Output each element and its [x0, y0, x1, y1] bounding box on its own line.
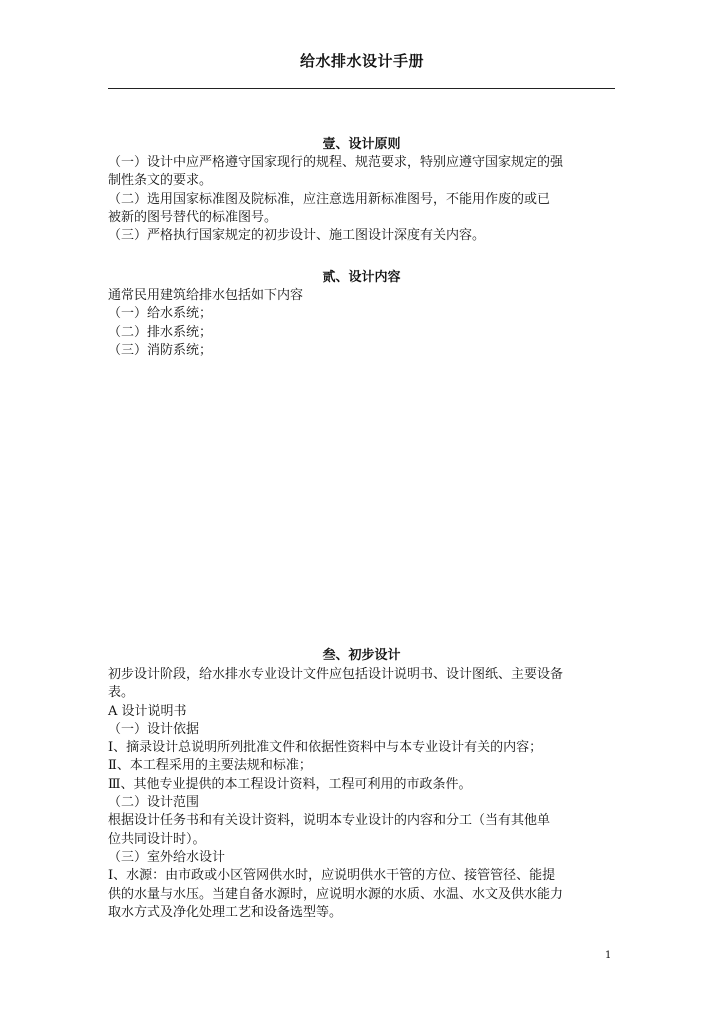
section-body-preliminary-design	[108, 666, 615, 922]
section-body-design-content	[108, 287, 615, 360]
paragraph-line: 位共同设计时）。	[108, 831, 206, 847]
paragraph-line: A 设计说明书	[108, 703, 187, 719]
list-item: （三）消防系统；	[108, 342, 213, 358]
paragraph-line: 取水方式及净化处理工艺和设备选型等。	[108, 904, 343, 920]
paragraph-line: （二）设计范围	[108, 795, 200, 811]
paragraph-line: Ⅲ、其他专业提供的本工程设计资料，工程可利用的市政条件。	[108, 776, 472, 792]
paragraph-line: （一）设计中应严格遵守国家现行的规程、规范要求，特别应遵守国家规定的强	[108, 155, 564, 170]
paragraph-line: 根据设计任务书和有关设计资料，说明本专业设计的内容和分工（当有其他单	[108, 813, 551, 829]
paragraph-line: Ⅰ、摘录设计总说明所列批准文件和依据性资料中与本专业设计有关的内容；	[108, 740, 543, 756]
section-heading-design-principles: 壹、设计原则	[322, 137, 401, 152]
paragraph-line: 表。	[108, 685, 135, 701]
paragraph-line: （一）设计依据	[108, 721, 200, 737]
page-title: 给水排水设计手册	[299, 52, 424, 70]
header-divider	[108, 88, 615, 89]
list-item: （二）排水系统；	[108, 324, 213, 340]
list-item: （一）给水系统；	[108, 306, 213, 322]
paragraph-line: （三）室外给水设计	[108, 849, 226, 865]
section-heading-preliminary-design: 叁、初步设计	[322, 648, 401, 663]
paragraph-line: 被新的图号替代的标准图号。	[108, 209, 278, 225]
paragraph-line: （二）选用国家标准图及院标准，应注意选用新标准图号，不能用作废的或已	[108, 191, 551, 207]
paragraph-line: 供的水量与水压。当建自备水源时，应说明水源的水质、水温、水文及供水能力	[108, 886, 564, 902]
paragraph-line: （三）严格执行国家规定的初步设计、施工图设计深度有关内容。	[108, 228, 486, 244]
paragraph-line: Ⅰ、水源：由市政或小区管网供水时，应说明供水干管的方位、接管管径、能提	[108, 868, 556, 884]
section-body-design-principles	[108, 154, 615, 245]
paragraph-line: 通常民用建筑给排水包括如下内容	[108, 288, 304, 303]
section-heading-design-content: 贰、设计内容	[322, 270, 401, 285]
paragraph-line: 制性条文的要求。	[108, 173, 213, 189]
page-number: 1	[605, 950, 612, 961]
paragraph-line: Ⅱ、本工程采用的主要法规和标准；	[108, 758, 312, 774]
paragraph-line: 初步设计阶段，给水排水专业设计文件应包括设计说明书、设计图纸、主要设备	[108, 667, 564, 682]
